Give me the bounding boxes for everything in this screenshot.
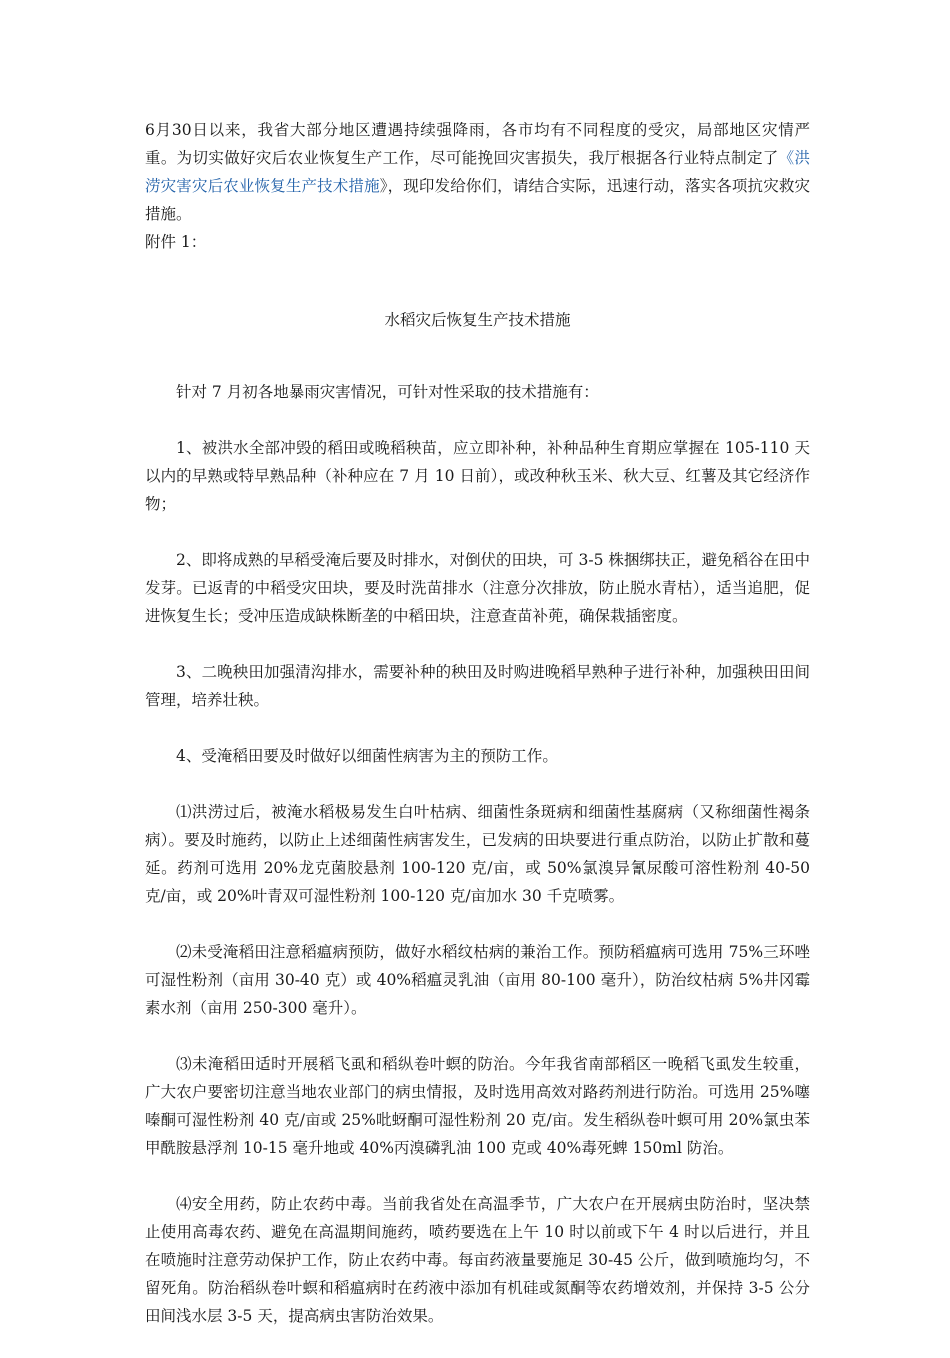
measure-paragraph-3: 3、二晚秧田加强清沟排水，需要补种的秧田及时购进晚稻早熟种子进行补种，加强秧田田间管理，培养壮秧。 — [145, 663, 810, 709]
measure-paragraph-2: 2、即将成熟的早稻受淹后要及时排水，对倒伏的田块，可 3-5 株捆绑扶正，避免稻谷在田中发芽。已返青的中稻受灾田块，要及时洗苗排水（注意分次排放，防止脱水青枯），适当追肥，促进恢复生长；受冲压造成缺株断垄的中稻田块，注意查苗补蔸，确保栽插密度。 — [145, 551, 810, 625]
document-title: 水稻灾后恢复生产技术措施 — [384, 311, 571, 329]
intro-paragraph — [145, 116, 810, 228]
document-page — [145, 116, 810, 1358]
measure-paragraph-4: 4、受淹稻田要及时做好以细菌性病害为主的预防工作。 — [176, 747, 558, 765]
document-body — [145, 378, 810, 1330]
measure-paragraph-1: 1、被洪水全部冲毁的稻田或晚稻秧苗，应立即补种，补种品种生育期应掌握在 105-110 天以内的早熟或特早熟品种（补种应在 7 月 10 日前），或改种秋玉米、秋大豆、红薯及其它经济作物； — [145, 439, 810, 513]
sub-measure-paragraph-3: ⑶未淹稻田适时开展稻飞虱和稻纵卷叶螟的防治。今年我省南部稻区一晚稻飞虱发生较重，广大农户要密切注意当地农业部门的病虫情报，及时选用高效对路药剂进行防治。可选用 25%噻嗪酮可湿性粉剂 40 克/亩或 25%吡蚜酮可湿性粉剂 20 克/亩。发生稻纵卷叶螟可用 20%氯虫苯甲酰胺悬浮剂 10-15 毫升地或 40%丙溴磷乳油 100 克或 40%毒死蜱 150ml 防治。 — [145, 1055, 810, 1157]
lead-paragraph: 针对 7 月初各地暴雨灾害情况，可针对性采取的技术措施有： — [176, 383, 599, 401]
intro-block — [145, 116, 810, 256]
sub-measure-paragraph-4: ⑷安全用药，防止农药中毒。当前我省处在高温季节，广大农户在开展病虫防治时，坚决禁止使用高毒农药、避免在高温期间施药，喷药要选在上午 10 时以前或下午 4 时以后进行，并且在喷施时注意劳动保护工作，防止农药中毒。每亩药液量要施足 30-45 公斤，做到喷施均匀，不留死角。防治稻纵卷叶螟和稻瘟病时在药液中添加有机硅或氮酮等农药增效剂，并保持 3-5 公分田间浅水层 3-5 天，提高病虫害防治效果。 — [145, 1195, 810, 1325]
sub-measure-paragraph-1: ⑴洪涝过后，被淹水稻极易发生白叶枯病、细菌性条斑病和细菌性基腐病（又称细菌性褐条病）。要及时施药，以防止上述细菌性病害发生，已发病的田块要进行重点防治，以防止扩散和蔓延。药剂可选用 20%龙克菌胶悬剂 100-120 克/亩，或 50%氯溴异氰尿酸可溶性粉剂 40-50 克/亩，或 20%叶青双可湿性粉剂 100-120 克/亩加水 30 千克喷雾。 — [145, 803, 810, 905]
attachment-label: 附件 1： — [145, 233, 207, 251]
intro-text-after-link: 》，现印发给你们，请结合实际，迅速行动，落实各项抗灾救灾措施。 — [145, 177, 810, 223]
intro-text-before-link: 6月30日以来，我省大部分地区遭遇持续强降雨，各市均有不同程度的受灾，局部地区灾情严重。为切实做好灾后农业恢复生产工作，尽可能挽回灾害损失，我厅根据各行业特点制定了 — [145, 121, 810, 167]
measures-link[interactable]: 《洪涝灾害灾后农业恢复生产技术措施 — [145, 149, 810, 195]
sub-measure-paragraph-2: ⑵未受淹稻田注意稻瘟病预防，做好水稻纹枯病的兼治工作。预防稻瘟病可选用 75%三环唑可湿性粉剂（亩用 30-40 克）或 40%稻瘟灵乳油（亩用 80-100 毫升），防治纹枯病 5%井冈霉素水剂（亩用 250-300 毫升）。 — [145, 943, 810, 1017]
